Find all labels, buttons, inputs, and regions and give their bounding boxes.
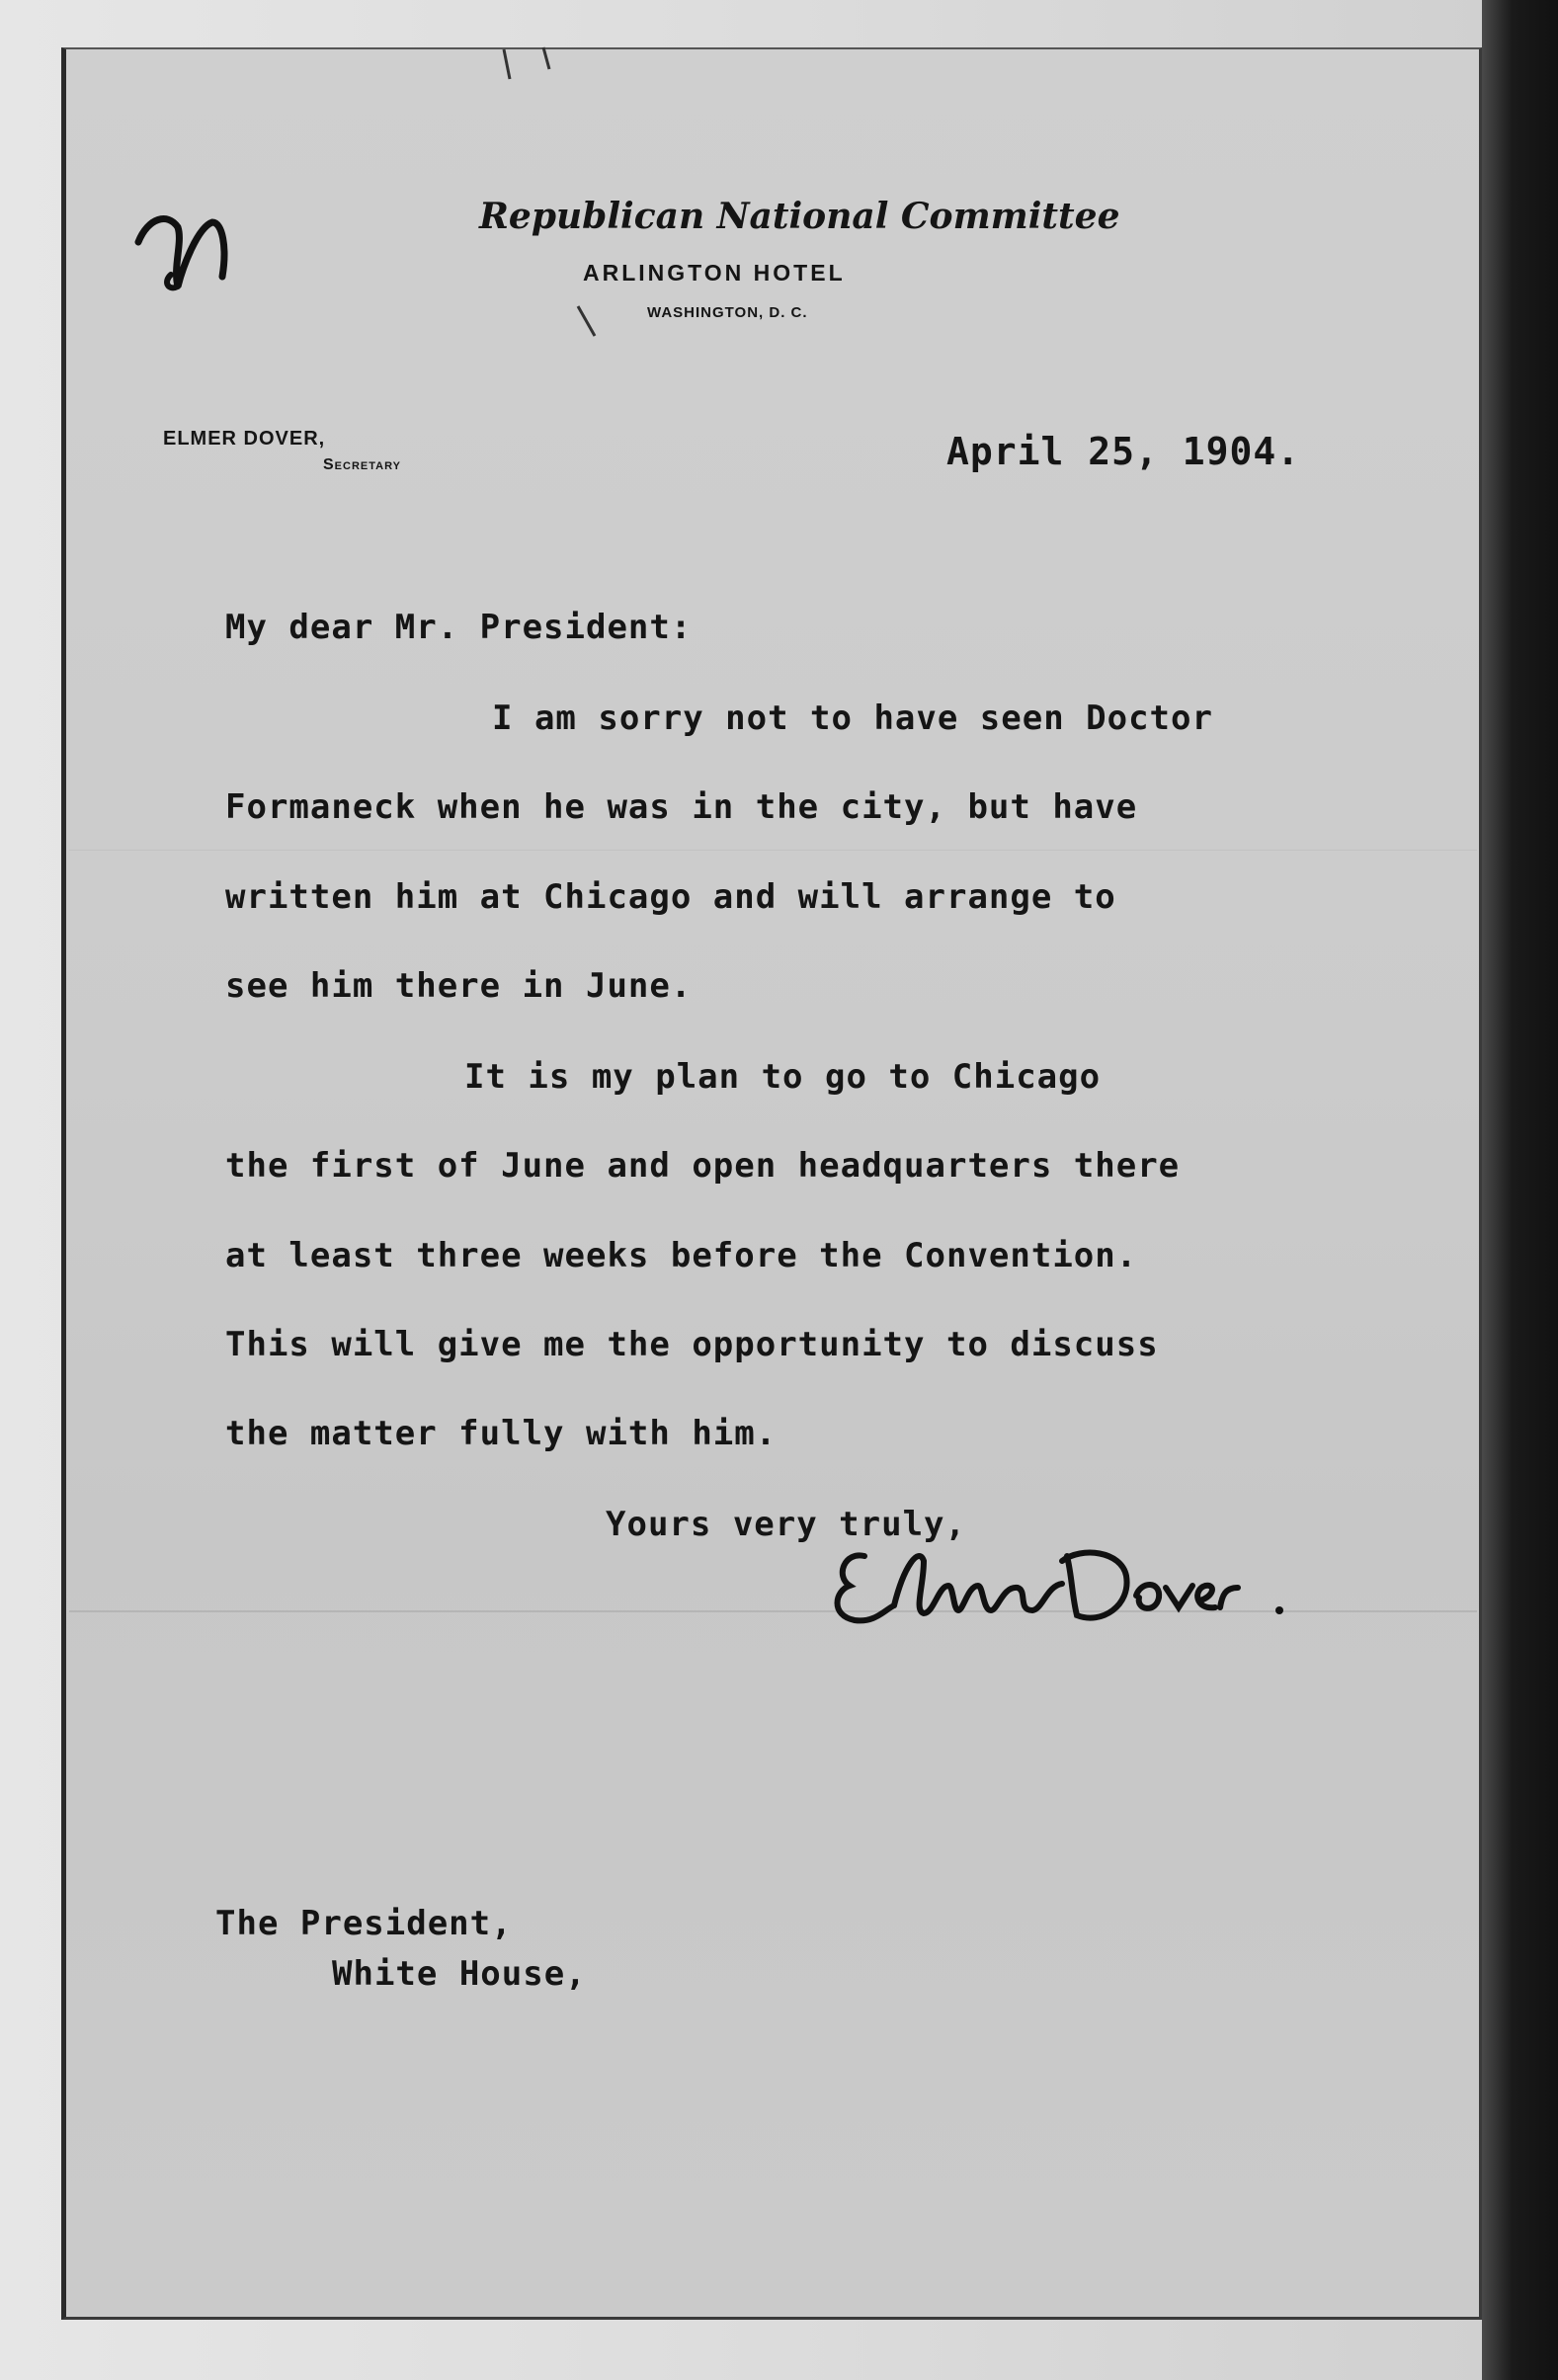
addressee-line-1: The President,	[215, 1904, 513, 1943]
handwritten-mark-top-left	[123, 188, 242, 306]
closing: Yours very truly,	[606, 1505, 966, 1544]
photo-edge-shadow	[1482, 0, 1558, 2380]
paragraph-1-line-4: see him there in June.	[225, 966, 693, 1006]
paragraph-2-line-1: It is my plan to go to Chicago	[464, 1057, 1102, 1097]
paragraph-2-line-5: the matter fully with him.	[225, 1414, 778, 1453]
paragraph-2-line-3: at least three weeks before the Convention.	[225, 1236, 1138, 1275]
letterhead-city: WASHINGTON, D. C.	[647, 304, 808, 321]
letterhead-organization: Republican National Committee	[479, 196, 1120, 237]
paragraph-1-line-1: I am sorry not to have seen Doctor	[492, 698, 1213, 738]
pencil-check-mark	[573, 301, 613, 341]
letterhead-secretary-name: ELMER DOVER,	[163, 428, 326, 450]
letterhead-secretary-title: Secretary	[323, 456, 401, 473]
paragraph-1-line-3: written him at Chicago and will arrange to	[225, 877, 1116, 917]
letter-date: April 25, 1904.	[946, 430, 1301, 473]
salutation: My dear Mr. President:	[225, 608, 693, 647]
pencil-tick-marks	[494, 40, 573, 89]
paragraph-2-line-2: the first of June and open headquarters there	[225, 1146, 1181, 1186]
paragraph-1-line-2: Formaneck when he was in the city, but have	[225, 787, 1138, 827]
letterhead-hotel: ARLINGTON HOTEL	[583, 260, 846, 286]
fold-line-upper	[69, 850, 1477, 851]
handwritten-signature	[825, 1526, 1304, 1635]
addressee-line-2: White House,	[332, 1954, 587, 1994]
paragraph-2-line-4: This will give me the opportunity to discuss	[225, 1325, 1159, 1364]
